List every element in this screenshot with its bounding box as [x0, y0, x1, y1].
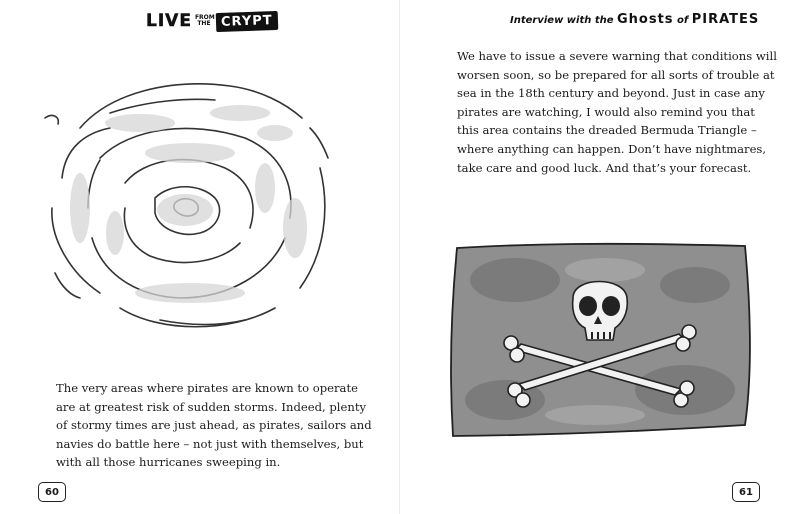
logo-live: LIVE [146, 11, 192, 31]
running-head-ghosts: Ghosts [617, 12, 674, 27]
running-head [510, 12, 759, 27]
page-number-left: 60 [38, 482, 66, 502]
right-page [400, 0, 800, 514]
series-logo [146, 8, 278, 34]
running-head-of: of [673, 15, 692, 26]
jolly-roger-flag-illustration [445, 240, 757, 440]
running-head-prefix: Interview with the [510, 15, 617, 26]
page-number-right: 61 [732, 482, 760, 502]
running-head-pirates: PIRATES [691, 12, 760, 27]
logo-from-the: FROM THE [194, 14, 215, 27]
left-body-paragraph: The very areas where pirates are known to operate are at greatest risk of sudden storms. Indeed, plenty of stormy times are just ahead, as pirates, sailors and navies do battle here – not just with themselves, but with all those hurricanes sweeping in. [56, 381, 372, 470]
right-body-paragraph: We have to issue a severe warning that conditions will worsen soon, so be prepared for all sorts of trouble at sea in the 18th century and beyond. Just in case any pirates are watching, I would also remind you that this area contains the dreaded Bermuda Triangle – where anything can happen. Don’t have nightmares, take care and good luck. And that’s your forecast. [457, 49, 777, 175]
storm-swirl-illustration [40, 58, 340, 343]
logo-crypt: CRYPT [216, 10, 278, 31]
